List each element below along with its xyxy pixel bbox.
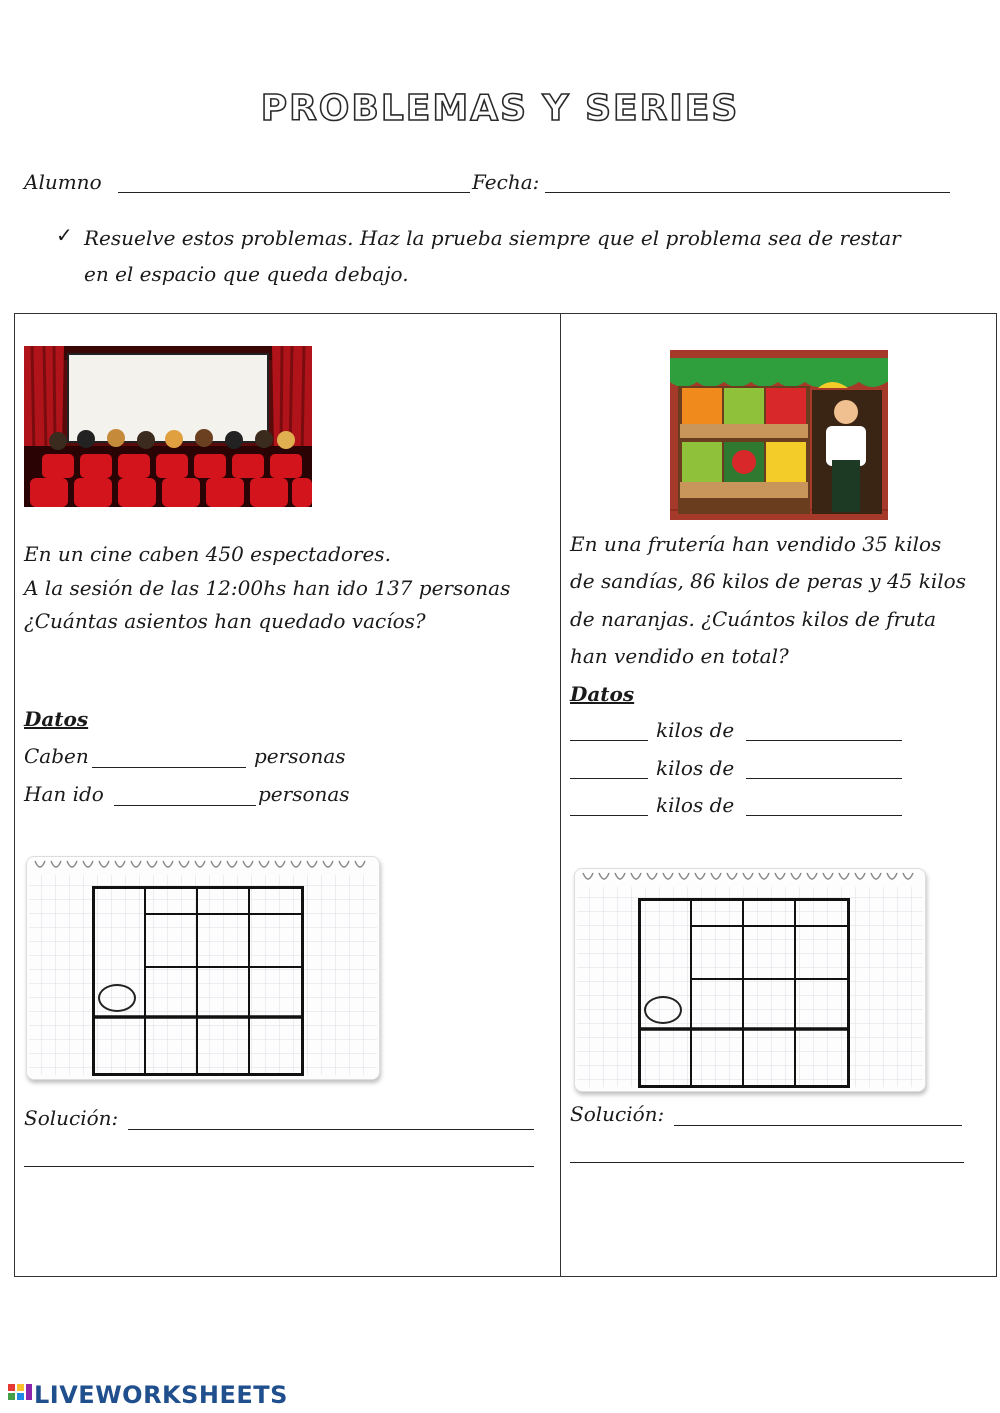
problem2-solucion-line-1[interactable]	[674, 1125, 962, 1126]
problem2-solucion-label: Solución:	[570, 1102, 665, 1126]
instruction-line-2: en el espacio que queda debajo.	[84, 262, 409, 286]
problem2-datos-heading: Datos	[570, 682, 635, 706]
problem2-kilos-blank-3[interactable]	[570, 815, 648, 816]
problem2-kilos-label-1: kilos de	[656, 718, 735, 742]
problem1-caben-unit: personas	[254, 744, 346, 768]
problem1-solucion-label: Solución:	[24, 1106, 119, 1130]
problem2-fruit-blank-1[interactable]	[746, 740, 902, 741]
problem2-fruit-blank-2[interactable]	[746, 778, 902, 779]
fruit-shop-illustration	[670, 350, 888, 520]
problem2-carry-ellipse[interactable]	[644, 996, 682, 1024]
problem2-kilos-blank-1[interactable]	[570, 740, 648, 741]
problem2-line3: de naranjas. ¿Cuántos kilos de fruta	[570, 607, 937, 631]
problem1-solucion-line-1[interactable]	[128, 1129, 534, 1130]
problem2-line4: han vendido en total?	[570, 644, 789, 668]
alumno-field[interactable]	[118, 192, 470, 193]
problem1-hanido-blank[interactable]	[114, 805, 256, 806]
cinema-illustration	[24, 346, 312, 507]
alumno-label: Alumno	[24, 170, 102, 194]
problem1-line1: En un cine caben 450 espectadores.	[24, 542, 391, 566]
problem2-line1: En una frutería han vendido 35 kilos	[570, 532, 942, 556]
check-icon: ✓	[56, 223, 73, 247]
page-title: PROBLEMAS Y SERIES	[260, 88, 740, 129]
problem1-caben-label: Caben	[24, 744, 89, 768]
problem1-solucion-line-2[interactable]	[24, 1166, 534, 1167]
liveworksheets-logo-icon	[8, 1384, 34, 1406]
problem2-kilos-blank-2[interactable]	[570, 778, 648, 779]
problem2-solucion-line-2[interactable]	[570, 1162, 964, 1163]
fecha-field[interactable]	[545, 192, 950, 193]
problem1-caben-blank[interactable]	[92, 767, 246, 768]
problem2-fruit-blank-3[interactable]	[746, 815, 902, 816]
problem2-calc-grid[interactable]	[638, 898, 850, 1088]
panel-divider	[560, 313, 561, 1277]
fecha-label: Fecha:	[472, 170, 540, 194]
problem1-line3: ¿Cuántas asientos han quedado vacíos?	[24, 609, 426, 633]
problem1-hanido-label: Han ido	[24, 782, 104, 806]
problem1-carry-ellipse[interactable]	[98, 984, 136, 1012]
instruction-line-1: Resuelve estos problemas. Haz la prueba siempre que el problema sea de restar	[84, 226, 901, 250]
problem2-kilos-label-2: kilos de	[656, 756, 735, 780]
problem1-hanido-unit: personas	[258, 782, 350, 806]
problem2-kilos-label-3: kilos de	[656, 793, 735, 817]
liveworksheets-brand[interactable]: LIVEWORKSHEETS	[34, 1381, 288, 1409]
problem1-line2: A la sesión de las 12:00hs han ido 137 personas	[24, 576, 511, 600]
problem1-calc-grid[interactable]	[92, 886, 304, 1076]
problem2-line2: de sandías, 86 kilos de peras y 45 kilos	[570, 569, 966, 593]
problem1-datos-heading: Datos	[24, 707, 89, 731]
